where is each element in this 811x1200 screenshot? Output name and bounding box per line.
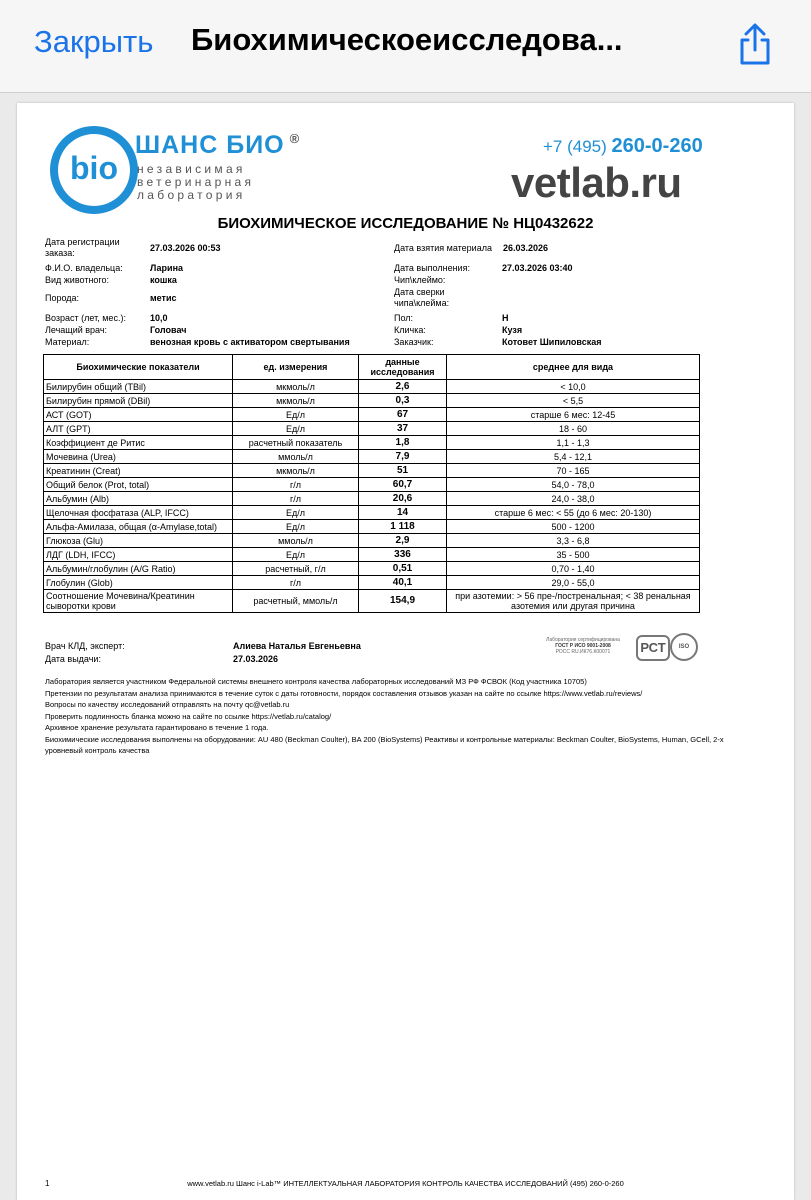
- cell-unit: Ед/л: [233, 520, 359, 534]
- sample-date-label: Дата взятия материала: [394, 243, 492, 253]
- lab-logo-text: bio: [70, 150, 118, 186]
- species-label: Вид животного:: [45, 275, 110, 285]
- reg-date-label: Дата регистрации заказа:: [45, 237, 120, 258]
- signature-doctor: Алиева Наталья Евгеньевна: [233, 641, 361, 651]
- brand-tagline-3: лаборатория: [137, 188, 246, 202]
- table-row: [44, 450, 700, 464]
- done-date-label: Дата выполнения:: [394, 263, 470, 273]
- doctor-label: Лечащий врач:: [45, 325, 108, 335]
- sex-value: Н: [502, 313, 509, 323]
- cell-value: 14: [359, 506, 447, 520]
- cell-reference: 0,70 - 1,40: [447, 562, 700, 576]
- cell-reference: 3,3 - 6,8: [447, 534, 700, 548]
- iso-certification-icon: ISO: [670, 633, 698, 661]
- cell-unit: расчетный показатель: [233, 436, 359, 450]
- cell-value: 1,8: [359, 436, 447, 450]
- notes-block: [45, 676, 735, 757]
- cell-reference: 500 - 1200: [447, 520, 700, 534]
- cell-value: 154,9: [359, 590, 447, 613]
- done-date-value: 27.03.2026 03:40: [502, 263, 573, 273]
- cell-value: 7,9: [359, 450, 447, 464]
- cell-value: 2,9: [359, 534, 447, 548]
- cell-indicator: Креатинин (Creat): [44, 464, 233, 478]
- cell-unit: расчетный, г/л: [233, 562, 359, 576]
- table-row: [44, 590, 700, 613]
- document-page: [17, 103, 794, 1200]
- cell-value: 336: [359, 548, 447, 562]
- owner-value: Ларина: [150, 263, 184, 273]
- note-line: Биохимические исследования выполнены на оборудовании: AU 480 (Beckman Coulter), BA 200 (BioSystems) Реактивы и контрольные материалы: Beckman Coulter, BioSystems, Human, GCell, 2-х уровневый контроль качества: [45, 734, 724, 755]
- cell-unit: Ед/л: [233, 422, 359, 436]
- table-row: [44, 380, 700, 394]
- cell-value: 40,1: [359, 576, 447, 590]
- age-value: 10,0: [150, 313, 168, 323]
- cell-indicator: АЛТ (GPT): [44, 422, 233, 436]
- cell-value: 37: [359, 422, 447, 436]
- cell-reference: < 10,0: [447, 380, 700, 394]
- cell-reference: при азотемии: > 56 пре-/постренальная; < 38 ренальная азотемия или другая причина: [447, 590, 700, 613]
- cell-value: 20,6: [359, 492, 447, 506]
- results-table: [43, 354, 700, 613]
- cell-unit: расчетный, ммоль/л: [233, 590, 359, 613]
- brand-tagline-1: независимая: [137, 162, 246, 176]
- age-label: Возраст (лет, мес.):: [45, 313, 126, 323]
- table-row: [44, 464, 700, 478]
- note-line: Вопросы по качеству исследований отправлять на почту qc@vetlab.ru: [45, 700, 290, 709]
- chip-label: Чип\клеймо:: [394, 275, 446, 285]
- cell-indicator: Соотношение Мочевина/Креатинин сыворотки крови: [44, 590, 233, 613]
- note-line: Архивное хранение результата гарантировано в течение 1 года.: [45, 723, 269, 732]
- cell-unit: г/л: [233, 492, 359, 506]
- table-row: [44, 408, 700, 422]
- customer-label: Заказчик:: [394, 337, 434, 347]
- cell-indicator: Общий белок (Prot, total): [44, 478, 233, 492]
- report-title: БИОХИМИЧЕСКОЕ ИССЛЕДОВАНИЕ № НЦ0432622: [217, 215, 594, 232]
- lab-phone: +7 (495) 260-0-260: [543, 135, 703, 157]
- note-line: Претензии по результатам анализа принимаются в течение суток с даты готовности, порядок составления отзывов указан на сайте по ссылке https://www.vetlab.ru/reviews/: [45, 688, 643, 698]
- close-button[interactable]: Закрыть: [34, 24, 154, 59]
- cell-reference: 70 - 165: [447, 464, 700, 478]
- table-row: [44, 436, 700, 450]
- cell-value: 1 118: [359, 520, 447, 534]
- cell-reference: < 5,5: [447, 394, 700, 408]
- table-row: [44, 548, 700, 562]
- reg-date-value: 27.03.2026 00:53: [150, 243, 221, 253]
- cell-reference: 35 - 500: [447, 548, 700, 562]
- table-row: [44, 520, 700, 534]
- table-row: [44, 492, 700, 506]
- sample-date-value: 26.03.2026: [503, 243, 549, 253]
- chip-check-label: Дата сверки чипа\клейма:: [394, 287, 450, 308]
- cell-reference: старше 6 мес: < 55 (до 6 мес: 20-130): [447, 506, 700, 520]
- nickname-label: Кличка:: [394, 325, 426, 335]
- cell-indicator: Альбумин/глобулин (A/G Ratio): [44, 562, 233, 576]
- cell-unit: ммоль/л: [233, 534, 359, 548]
- cell-reference: 24,0 - 38,0: [447, 492, 700, 506]
- table-row: [44, 422, 700, 436]
- species-value: кошка: [150, 275, 177, 285]
- issue-date-label: Дата выдачи:: [45, 654, 101, 664]
- cell-unit: Ед/л: [233, 548, 359, 562]
- top-navigation-bar: [0, 0, 811, 93]
- cell-unit: мкмоль/л: [233, 394, 359, 408]
- share-button[interactable]: [735, 22, 775, 66]
- table-row: [44, 506, 700, 520]
- note-line: Лаборатория является участником Федеральной системы внешнего контроля качества лабораторных исследований МЗ РФ ФСВОК (Код участника 10705): [45, 677, 587, 686]
- cell-reference: старше 6 мес: 12-45: [447, 408, 700, 422]
- header-value: данные исследования: [359, 355, 447, 380]
- cell-unit: мкмоль/л: [233, 380, 359, 394]
- note-line: Проверить подлинность бланка можно на сайте по ссылке https://vetlab.ru/catalog/: [45, 711, 332, 721]
- cell-indicator: Глобулин (Glob): [44, 576, 233, 590]
- breed-value: метис: [150, 293, 177, 303]
- cell-reference: 18 - 60: [447, 422, 700, 436]
- cell-reference: 54,0 - 78,0: [447, 478, 700, 492]
- cell-value: 60,7: [359, 478, 447, 492]
- document-viewer[interactable]: [0, 93, 811, 1200]
- site-logo: vetlab.ru: [511, 159, 682, 206]
- cell-value: 2,6: [359, 380, 447, 394]
- brand-name: ШАНС БИО ®: [135, 131, 301, 159]
- cell-indicator: Глюкоза (Glu): [44, 534, 233, 548]
- table-row: [44, 478, 700, 492]
- material-value: венозная кровь с активатором свертывания: [150, 337, 350, 347]
- share-icon: [735, 22, 775, 66]
- breed-label: Порода:: [45, 293, 80, 303]
- cell-reference: 5,4 - 12,1: [447, 450, 700, 464]
- header-indicator: Биохимические показатели: [44, 355, 233, 380]
- page-footer: www.vetlab.ru Шанс i-Lab™ ИНТЕЛЛЕКТУАЛЬНАЯ ЛАБОРАТОРИЯ КОНТРОЛЬ КАЧЕСТВА ИССЛЕДОВАНИЙ (495) 260-0-260: [187, 1179, 624, 1188]
- lab-logo-icon: [50, 126, 138, 214]
- header-reference: среднее для вида: [447, 355, 700, 380]
- document-title: Биохимическоеисследова...: [191, 22, 623, 57]
- cell-indicator: Альбумин (Alb): [44, 492, 233, 506]
- table-row: [44, 576, 700, 590]
- cell-indicator: Альфа-Амилаза, общая (α-Amylase,total): [44, 520, 233, 534]
- cell-unit: г/л: [233, 478, 359, 492]
- table-row: [44, 534, 700, 548]
- table-row: [44, 562, 700, 576]
- cell-indicator: ЛДГ (LDH, IFCC): [44, 548, 233, 562]
- nickname-value: Кузя: [502, 325, 523, 335]
- table-row: [44, 394, 700, 408]
- cell-value: 51: [359, 464, 447, 478]
- cell-unit: Ед/л: [233, 408, 359, 422]
- cell-unit: Ед/л: [233, 506, 359, 520]
- signature-doctor-label: Врач КЛД, эксперт:: [45, 641, 125, 651]
- sex-label: Пол:: [394, 313, 414, 323]
- cell-unit: г/л: [233, 576, 359, 590]
- customer-value: Котовет Шипиловская: [502, 337, 602, 347]
- cell-indicator: Билирубин общий (TBil): [44, 380, 233, 394]
- certification-text: Лаборатория сертифицирована ГОСТ Р ИСО 9001-2008 РОСС RU.ИК76.К00071: [546, 637, 620, 655]
- cell-value: 67: [359, 408, 447, 422]
- cell-reference: 1,1 - 1,3: [447, 436, 700, 450]
- cell-value: 0,51: [359, 562, 447, 576]
- cell-indicator: АСТ (GOT): [44, 408, 233, 422]
- cell-indicator: Билирубин прямой (DBil): [44, 394, 233, 408]
- table-header-row: [44, 355, 700, 380]
- issue-date: 27.03.2026: [233, 654, 279, 664]
- header-unit: ед. измерения: [233, 355, 359, 380]
- pct-certification-icon: РСТ: [636, 635, 670, 661]
- cell-indicator: Коэффициент де Ритис: [44, 436, 233, 450]
- cell-unit: ммоль/л: [233, 450, 359, 464]
- brand-tagline-2: ветеринарная: [137, 175, 255, 189]
- doctor-value: Головач: [150, 325, 187, 335]
- owner-label: Ф.И.О. владельца:: [45, 263, 123, 273]
- cell-value: 0,3: [359, 394, 447, 408]
- page-number: 1: [45, 1179, 50, 1188]
- cell-indicator: Щелочная фосфатаза (ALP, IFCC): [44, 506, 233, 520]
- cell-reference: 29,0 - 55,0: [447, 576, 700, 590]
- cell-indicator: Мочевина (Urea): [44, 450, 233, 464]
- material-label: Материал:: [45, 337, 90, 347]
- cell-unit: мкмоль/л: [233, 464, 359, 478]
